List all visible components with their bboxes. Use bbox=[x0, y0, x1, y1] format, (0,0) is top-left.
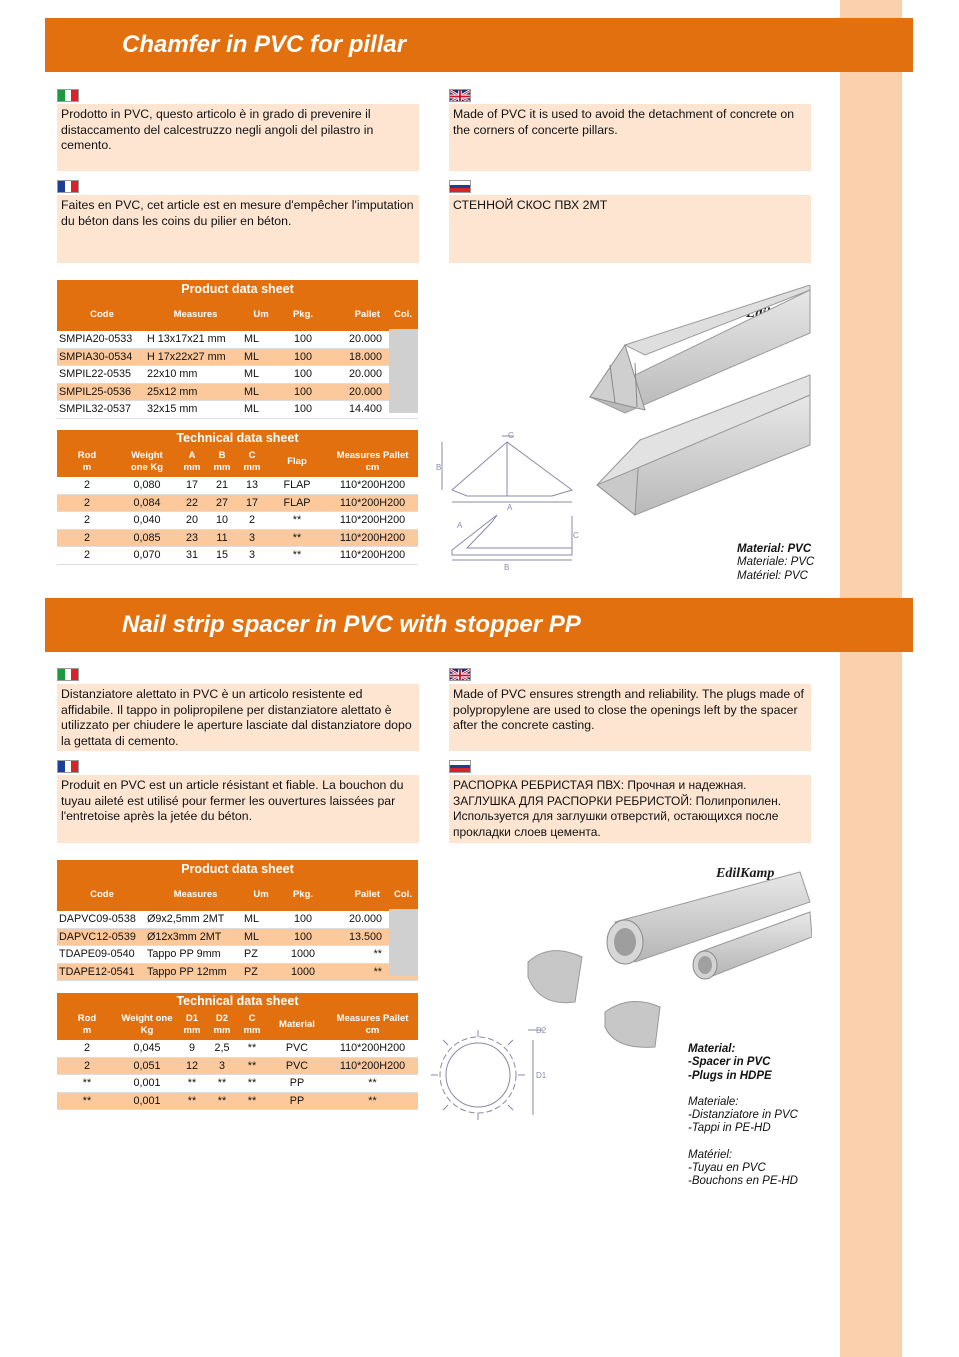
col-header: Code bbox=[90, 889, 114, 900]
table-cell: PP bbox=[289, 1094, 305, 1107]
table-cell: 0,051 bbox=[133, 1059, 161, 1072]
table-cell: 2 bbox=[83, 496, 90, 509]
col-header-line: C bbox=[248, 1013, 256, 1024]
table-cell: PVC bbox=[285, 1059, 309, 1072]
table-cell: ** bbox=[82, 1094, 92, 1107]
table-cell: ML bbox=[244, 368, 259, 381]
col-header-line: Weight one bbox=[121, 1013, 173, 1024]
table-row bbox=[57, 547, 418, 565]
section1-banner bbox=[45, 18, 913, 72]
table-cell: SMPIL32-0537 bbox=[59, 403, 132, 416]
col-header-line: m bbox=[82, 1025, 92, 1036]
material-line: Material: bbox=[688, 1043, 736, 1055]
col-header-line: D2 bbox=[215, 1013, 229, 1024]
table-cell: 32x15 mm bbox=[147, 403, 198, 416]
col-header-line: Measures Pallet bbox=[336, 1013, 409, 1024]
table-cell: 12 bbox=[185, 1059, 198, 1072]
table-cell: 9 bbox=[188, 1042, 195, 1054]
diagram-label-d1: D1 bbox=[536, 1071, 547, 1080]
col-header: Code bbox=[90, 309, 114, 320]
table-cell: 23 bbox=[185, 531, 198, 544]
table-cell: 17 bbox=[185, 479, 198, 491]
table-cell: ** bbox=[187, 1077, 197, 1090]
material-line: Matériel: PVC bbox=[737, 569, 808, 582]
diagram-label-c: C bbox=[508, 431, 514, 440]
table-cell: 13 bbox=[245, 479, 258, 491]
material-line: Material: PVC bbox=[737, 543, 812, 555]
table-cell: ** bbox=[247, 1042, 257, 1054]
col-header bbox=[237, 447, 267, 477]
technical-data-sheet-1 bbox=[57, 430, 418, 565]
col-header: Pallet bbox=[354, 309, 380, 320]
table-cell: 100 bbox=[293, 403, 312, 416]
table-row bbox=[57, 477, 418, 495]
table-cell: 22x10 mm bbox=[147, 368, 198, 381]
table-cell: 1000 bbox=[290, 948, 316, 961]
table-cell: 13.500 bbox=[348, 930, 382, 943]
col-header: Col. bbox=[394, 889, 412, 900]
table-cell: ** bbox=[82, 1077, 92, 1090]
description-english: Made of PVC it is used to avoid the detachment of concrete on the corners of concerte pillars. bbox=[449, 104, 811, 171]
table-cell: PVC bbox=[285, 1042, 309, 1054]
table-cell: 100 bbox=[293, 368, 312, 381]
col-header bbox=[237, 1010, 267, 1040]
material-line: Materiale: PVC bbox=[737, 556, 815, 569]
table-caption: Technical data sheet bbox=[57, 993, 418, 1010]
color-swatch bbox=[389, 909, 418, 976]
table-cell: SMPIA30-0534 bbox=[59, 350, 133, 363]
table-cell: 0,040 bbox=[133, 514, 161, 527]
table-row bbox=[57, 495, 418, 513]
table-cell: 2 bbox=[83, 1042, 90, 1054]
table-cell: 110*200H200 bbox=[339, 1042, 406, 1054]
table-cell: ML bbox=[244, 350, 259, 363]
chamfer-diagram bbox=[432, 430, 582, 572]
col-header bbox=[177, 1010, 207, 1040]
material-line: -Bouchons en PE-HD bbox=[688, 1175, 798, 1188]
table-cell: 22 bbox=[185, 496, 198, 509]
col-header bbox=[117, 1010, 177, 1040]
spacer-diagram bbox=[428, 1020, 554, 1125]
table-cell: ** bbox=[368, 1077, 377, 1090]
table-cell: 0,070 bbox=[133, 549, 161, 562]
col-header-line: Kg bbox=[140, 1025, 154, 1036]
table-cell: 10 bbox=[215, 514, 228, 527]
table-cell: 110*200H200 bbox=[339, 1059, 406, 1072]
table-cell: 17 bbox=[245, 496, 258, 509]
table-cell: 100 bbox=[293, 350, 312, 363]
table-cell: 2 bbox=[83, 479, 90, 491]
col-header: Pkg. bbox=[292, 309, 314, 320]
col-header-line: mm bbox=[243, 462, 261, 473]
table-cell: ** bbox=[373, 948, 382, 961]
table-cell: 0,001 bbox=[133, 1094, 161, 1107]
table-row bbox=[57, 964, 418, 982]
table-cell: ** bbox=[247, 1094, 257, 1107]
table-cell: Tappo PP 9mm bbox=[147, 948, 221, 961]
material-line: -Distanziatore in PVC bbox=[688, 1109, 798, 1122]
material-line: -Tuyau en PVC bbox=[688, 1162, 766, 1175]
description-italian: Distanziatore alettato in PVC è un articolo resistente ed affidabile. Il tappo in polipropilene per distanziatore alettato è utilizzato per chiudere le aperture lasciate dal distanziatore dopo la gettata di cemento. bbox=[57, 684, 419, 751]
table-cell: ** bbox=[247, 1077, 257, 1090]
table-cell: 100 bbox=[293, 930, 312, 943]
table-cell: 2 bbox=[248, 514, 255, 527]
table-cell: 21 bbox=[215, 479, 228, 491]
chamfer-product-image bbox=[585, 285, 811, 533]
col-header-line: Flap bbox=[287, 456, 307, 467]
col-header: Um bbox=[253, 889, 269, 900]
table-row bbox=[57, 349, 418, 367]
col-header bbox=[267, 447, 327, 477]
table-cell: FLAP bbox=[283, 479, 311, 491]
col-header-line: Rod bbox=[77, 1013, 97, 1024]
material-info-2 bbox=[688, 1043, 798, 1189]
table-cell: TDAPE09-0540 bbox=[59, 948, 135, 961]
col-header-line: Weight bbox=[131, 450, 163, 461]
table-cell: H 13x17x21 mm bbox=[147, 333, 226, 345]
table-cell: DAPVC09-0538 bbox=[59, 913, 136, 925]
col-header bbox=[327, 447, 418, 477]
diagram-label-a: A bbox=[457, 521, 463, 530]
table-cell: 3 bbox=[248, 549, 255, 562]
description-russian: СТЕННОЙ СКОС ПВХ 2МТ bbox=[449, 195, 811, 263]
description-french: Produit en PVC est un article résistant et fiable. La bouchon du tuyau aileté est utilisé pour fermer les ouvertures laissées par l'entretoise après la jetée du béton. bbox=[57, 775, 419, 843]
col-header: Measures bbox=[173, 889, 218, 900]
col-header-line: cm bbox=[365, 462, 380, 473]
table-cell: 3 bbox=[218, 1059, 225, 1072]
table-cell: 15 bbox=[215, 549, 228, 562]
table-cell: H 17x22x27 mm bbox=[147, 350, 226, 363]
table-cell: 20.000 bbox=[348, 333, 382, 345]
col-header bbox=[267, 1010, 327, 1040]
table-row bbox=[57, 911, 418, 929]
table-cell: ** bbox=[373, 965, 382, 978]
table-cell: ** bbox=[247, 1059, 257, 1072]
table-cell: PP bbox=[289, 1077, 305, 1090]
product-data-sheet-2 bbox=[57, 860, 418, 981]
col-header-line: Rod bbox=[77, 450, 97, 461]
material-line: Matériel: bbox=[688, 1148, 733, 1161]
col-header bbox=[327, 1010, 418, 1040]
table-cell: 100 bbox=[293, 333, 312, 345]
table-cell: 110*200H200 bbox=[339, 531, 406, 544]
table-cell: ** bbox=[217, 1077, 227, 1090]
table-cell: 2,5 bbox=[214, 1042, 230, 1054]
col-header-line: one Kg bbox=[130, 462, 164, 473]
color-swatch bbox=[389, 329, 418, 413]
table-cell: ** bbox=[368, 1094, 377, 1107]
table-cell: 110*200H200 bbox=[339, 549, 406, 562]
table-cell: PZ bbox=[244, 948, 258, 961]
col-header-line: D1 bbox=[185, 1013, 199, 1024]
section2-banner bbox=[45, 598, 913, 652]
side-strip bbox=[840, 0, 902, 1357]
diagram-label-d2: D2 bbox=[536, 1026, 547, 1035]
material-line: Materiale: bbox=[688, 1095, 739, 1108]
table-cell: 0,085 bbox=[133, 531, 161, 544]
table-cell: Ø12x3mm 2MT bbox=[147, 930, 222, 943]
uk-flag-icon bbox=[449, 89, 471, 102]
table-cell: 2 bbox=[83, 549, 90, 562]
col-header-line: mm bbox=[213, 1025, 231, 1036]
table-cell: 20.000 bbox=[348, 385, 382, 398]
col-header bbox=[207, 447, 237, 477]
table-cell: 0,080 bbox=[133, 479, 161, 491]
col-header-line: mm bbox=[183, 1025, 201, 1036]
table-cell: 110*200H200 bbox=[339, 479, 406, 491]
table-row bbox=[57, 1093, 418, 1111]
france-flag-icon bbox=[57, 760, 79, 773]
table-cell: 2 bbox=[83, 1059, 90, 1072]
table-cell: TDAPE12-0541 bbox=[59, 965, 135, 978]
table-row bbox=[57, 1040, 418, 1058]
table-cell: 110*200H200 bbox=[339, 496, 406, 509]
table-cell: PZ bbox=[244, 965, 258, 978]
col-header: Pkg. bbox=[292, 889, 314, 900]
table-caption: Product data sheet bbox=[57, 280, 418, 299]
table-row bbox=[57, 384, 418, 402]
col-header-line: mm bbox=[183, 462, 201, 473]
italy-flag-icon bbox=[57, 89, 79, 102]
table-cell: 27 bbox=[215, 496, 228, 509]
table-cell: Ø9x2,5mm 2MT bbox=[147, 913, 225, 925]
col-header-line: Measures Pallet bbox=[336, 450, 409, 461]
table-caption: Technical data sheet bbox=[57, 430, 418, 447]
table-cell: 3 bbox=[248, 531, 255, 544]
diagram-label-b: B bbox=[504, 563, 510, 572]
table-cell: SMPIA20-0533 bbox=[59, 333, 133, 345]
table-cell: 1000 bbox=[290, 965, 316, 978]
table-cell: 2 bbox=[83, 531, 90, 544]
table-row bbox=[57, 1058, 418, 1076]
col-header-line: mm bbox=[213, 462, 231, 473]
table-cell: ML bbox=[244, 930, 259, 943]
col-header bbox=[177, 447, 207, 477]
description-french: Faites en PVC, cet article est en mesure d'empêcher l'imputation du béton dans les coins du pilier en béton. bbox=[57, 195, 419, 263]
col-header-line: cm bbox=[365, 1025, 380, 1036]
section1-title: Chamfer in PVC for pillar bbox=[122, 31, 407, 58]
diagram-label-c: C bbox=[573, 531, 579, 540]
col-header-line: B bbox=[218, 450, 226, 461]
table-caption: Product data sheet bbox=[57, 860, 418, 879]
table-row bbox=[57, 929, 418, 947]
material-line: -Tappi in PE-HD bbox=[688, 1122, 771, 1135]
col-header: Pallet bbox=[354, 889, 380, 900]
italy-flag-icon bbox=[57, 668, 79, 681]
col-header-line: mm bbox=[243, 1025, 261, 1036]
table-cell: 25x12 mm bbox=[147, 385, 198, 398]
section2-title: Nail strip spacer in PVC with stopper PP bbox=[122, 611, 581, 638]
table-cell: 110*200H200 bbox=[339, 514, 406, 527]
uk-flag-icon bbox=[449, 668, 471, 681]
table-cell: 100 bbox=[293, 913, 312, 925]
table-cell: 20.000 bbox=[348, 913, 382, 925]
table-cell: 2 bbox=[83, 514, 90, 527]
material-line: -Plugs in HDPE bbox=[688, 1069, 772, 1082]
table-cell: 0,001 bbox=[133, 1077, 161, 1090]
table-cell: 11 bbox=[216, 531, 228, 544]
table-cell: 14.400 bbox=[348, 403, 382, 416]
description-italian: Prodotto in PVC, questo articolo è in grado di prevenire il distaccamento del calcestruzzo negli angoli del pilastro in cemento. bbox=[57, 104, 419, 171]
table-row bbox=[57, 366, 418, 384]
col-header-line: A bbox=[188, 450, 196, 461]
col-header: Um bbox=[253, 309, 269, 320]
material-line: -Spacer in PVC bbox=[688, 1056, 771, 1069]
diagram-label-a: A bbox=[507, 503, 513, 512]
brand-logo: EdilKamp bbox=[716, 866, 775, 881]
table-cell: 0,045 bbox=[133, 1042, 161, 1054]
russia-flag-icon bbox=[449, 180, 471, 193]
table-cell: 18.000 bbox=[348, 350, 382, 363]
description-english: Made of PVC ensures strength and reliability. The plugs made of polypropylene are used to close the openings left by the spacer after the concrete casting. bbox=[449, 684, 811, 751]
col-header bbox=[57, 447, 117, 477]
col-header bbox=[207, 1010, 237, 1040]
table-cell: 0,084 bbox=[133, 496, 161, 509]
spacer-product-image bbox=[520, 862, 812, 1052]
col-header bbox=[57, 1010, 117, 1040]
table-cell: 20 bbox=[185, 514, 198, 527]
france-flag-icon bbox=[57, 180, 79, 193]
table-cell: ML bbox=[244, 333, 259, 345]
table-row bbox=[57, 530, 418, 548]
col-header: Col. bbox=[394, 309, 412, 320]
table-cell: ** bbox=[217, 1094, 227, 1107]
table-cell: 100 bbox=[293, 385, 312, 398]
col-header bbox=[117, 447, 177, 477]
table-cell: DAPVC12-0539 bbox=[59, 930, 136, 943]
diagram-label-b: B bbox=[436, 463, 442, 472]
table-cell: ** bbox=[292, 549, 302, 562]
col-header-line: m bbox=[82, 462, 92, 473]
col-header-line: Material bbox=[279, 1019, 315, 1030]
description-russian: РАСПОРКА РЕБРИСТАЯ ПВХ: Прочная и надежная. ЗАГЛУШКА ДЛЯ РАСПОРКИ РЕБРИСТОЙ: Полипропилен. Используется для заглушки отверстий, остающихся после прокладки слоев цемента. bbox=[449, 775, 811, 843]
table-cell: ** bbox=[292, 514, 302, 527]
table-cell: ** bbox=[187, 1094, 197, 1107]
table-cell: SMPIL25-0536 bbox=[59, 385, 132, 398]
col-header: Measures bbox=[173, 309, 218, 320]
table-row bbox=[57, 512, 418, 530]
table-cell: 20.000 bbox=[348, 368, 382, 381]
col-header-line: C bbox=[248, 450, 256, 461]
table-cell: ML bbox=[244, 385, 259, 398]
table-cell: 31 bbox=[185, 549, 198, 562]
table-row bbox=[57, 946, 418, 964]
table-row bbox=[57, 401, 418, 419]
table-row bbox=[57, 1075, 418, 1093]
table-cell: ML bbox=[244, 403, 259, 416]
table-cell: ** bbox=[292, 531, 302, 544]
russia-flag-icon bbox=[449, 760, 471, 773]
table-cell: Tappo PP 12mm bbox=[147, 965, 227, 978]
technical-data-sheet-2 bbox=[57, 993, 418, 1110]
product-data-sheet-1 bbox=[57, 280, 418, 419]
table-cell: SMPIL22-0535 bbox=[59, 368, 132, 381]
table-cell: FLAP bbox=[283, 496, 311, 509]
material-info-1 bbox=[737, 543, 814, 583]
table-cell: ML bbox=[244, 913, 259, 925]
table-row bbox=[57, 331, 418, 349]
